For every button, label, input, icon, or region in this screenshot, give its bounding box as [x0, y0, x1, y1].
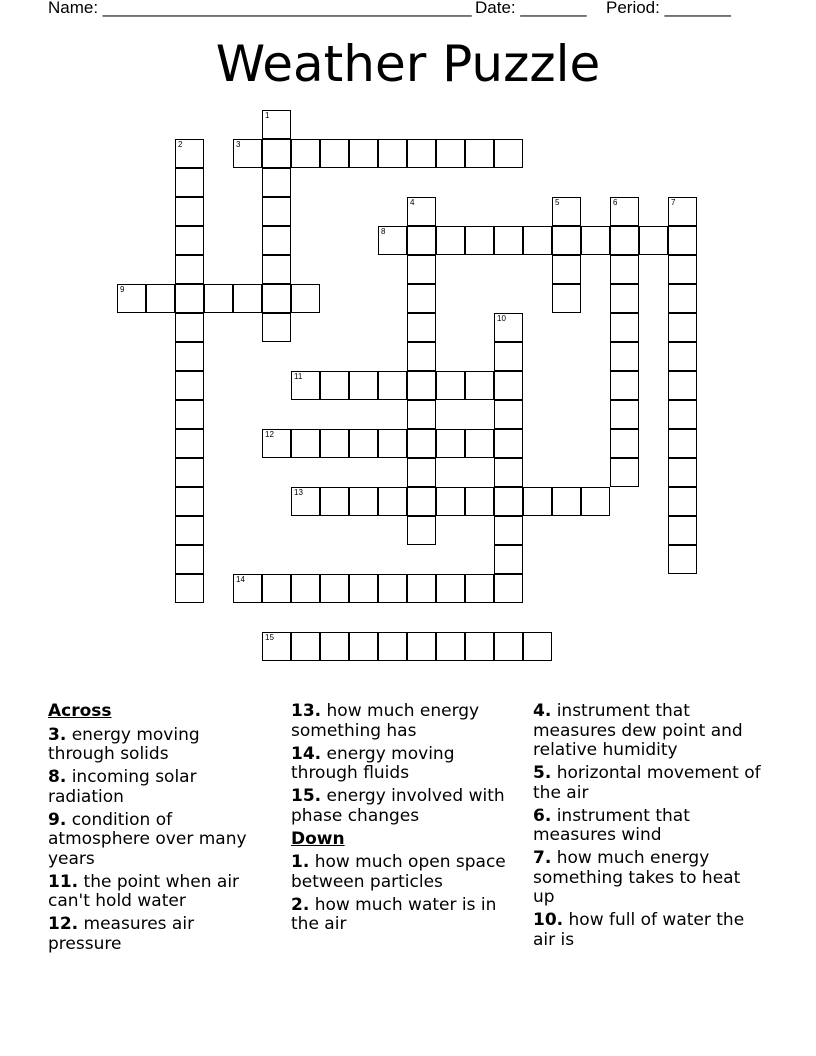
grid-cell[interactable]: [407, 429, 436, 458]
grid-cell[interactable]: [494, 139, 523, 168]
clue-down-4: 4. instrument that measures dew point and relative humidity: [533, 701, 743, 760]
clue-number: 4: [410, 198, 415, 207]
grid-cell[interactable]: [262, 284, 291, 313]
grid-cell[interactable]: [175, 545, 204, 574]
grid-cell[interactable]: [581, 226, 610, 255]
grid-cell[interactable]: [494, 487, 523, 516]
grid-cell[interactable]: [291, 139, 320, 168]
grid-cell[interactable]: [175, 429, 204, 458]
clue-down-7: 7. how much energy something takes to heat up: [533, 848, 741, 907]
grid-cell[interactable]: [494, 342, 523, 371]
grid-cell[interactable]: [175, 197, 204, 226]
clue-down-6: 6. instrument that measures wind: [533, 805, 690, 845]
grid-cell[interactable]: [465, 371, 494, 400]
grid-cell[interactable]: [407, 342, 436, 371]
grid-cell[interactable]: [523, 632, 552, 661]
grid-cell[interactable]: [146, 284, 175, 313]
grid-cell[interactable]: [175, 458, 204, 487]
clue-down-5: 5. horizontal movement of the air: [533, 763, 761, 803]
grid-cell[interactable]: [262, 168, 291, 197]
grid-cell[interactable]: [349, 487, 378, 516]
grid-cell[interactable]: [668, 284, 697, 313]
grid-cell[interactable]: [349, 574, 378, 603]
grid-cell[interactable]: [494, 429, 523, 458]
grid-cell[interactable]: [378, 139, 407, 168]
clue-number: 14: [236, 575, 245, 584]
clues-column-1: [48, 702, 270, 958]
grid-cell[interactable]: [552, 197, 581, 226]
grid-cell[interactable]: [610, 226, 639, 255]
grid-cell[interactable]: [291, 574, 320, 603]
grid-cell[interactable]: [175, 342, 204, 371]
grid-cell[interactable]: [494, 632, 523, 661]
grid-cell[interactable]: [320, 632, 349, 661]
page-title: Weather Puzzle: [215, 35, 601, 93]
grid-cell[interactable]: [262, 197, 291, 226]
grid-cell[interactable]: [291, 429, 320, 458]
grid-cell[interactable]: [291, 487, 320, 516]
grid-cell[interactable]: [494, 545, 523, 574]
grid-cell[interactable]: [465, 429, 494, 458]
grid-cell[interactable]: [175, 400, 204, 429]
grid-cell[interactable]: [610, 400, 639, 429]
grid-cell[interactable]: [494, 516, 523, 545]
grid-cell[interactable]: [610, 342, 639, 371]
grid-cell[interactable]: [407, 400, 436, 429]
grid-cell[interactable]: [378, 429, 407, 458]
grid-cell[interactable]: [175, 574, 204, 603]
grid-cell[interactable]: [494, 371, 523, 400]
across-heading: Across: [48, 701, 112, 721]
clue-down-2: 2. how much water is in the air: [291, 894, 497, 934]
grid-cell[interactable]: [233, 284, 262, 313]
grid-cell[interactable]: [175, 168, 204, 197]
grid-cell[interactable]: [668, 371, 697, 400]
clue-number: 15: [265, 633, 274, 642]
grid-cell[interactable]: [552, 226, 581, 255]
clue-number: 10: [497, 314, 506, 323]
grid-cell[interactable]: [465, 574, 494, 603]
grid-cell[interactable]: [262, 313, 291, 342]
grid-cell[interactable]: [378, 371, 407, 400]
grid-cell[interactable]: [378, 487, 407, 516]
grid-cell[interactable]: [175, 226, 204, 255]
grid-cell[interactable]: [465, 487, 494, 516]
down-heading: Down: [291, 828, 345, 849]
clue-across-8: 8. incoming solar radiation: [48, 767, 197, 807]
grid-cell[interactable]: [494, 226, 523, 255]
grid-cell[interactable]: [523, 487, 552, 516]
grid-cell[interactable]: [378, 632, 407, 661]
grid-cell[interactable]: [407, 284, 436, 313]
clue-across-11: 11. the point when air can't hold water: [48, 871, 240, 911]
grid-cell[interactable]: [610, 313, 639, 342]
grid-cell[interactable]: [407, 632, 436, 661]
clue-number: 5: [555, 198, 560, 207]
grid-cell[interactable]: [407, 139, 436, 168]
grid-cell[interactable]: [262, 429, 291, 458]
grid-cell[interactable]: [552, 284, 581, 313]
grid-cell[interactable]: [175, 139, 204, 168]
grid-cell[interactable]: [349, 632, 378, 661]
grid-cell[interactable]: [262, 226, 291, 255]
grid-cell[interactable]: [291, 284, 320, 313]
grid-cell[interactable]: [436, 139, 465, 168]
clue-number: 7: [671, 198, 676, 207]
grid-cell[interactable]: [291, 371, 320, 400]
grid-cell[interactable]: [233, 139, 262, 168]
grid-cell[interactable]: [494, 458, 523, 487]
grid-cell[interactable]: [639, 226, 668, 255]
grid-cell[interactable]: [552, 255, 581, 284]
period-field[interactable]: Period: _______: [606, 0, 731, 17]
grid-cell[interactable]: [668, 197, 697, 226]
grid-cell[interactable]: [175, 255, 204, 284]
grid-cell[interactable]: [494, 400, 523, 429]
grid-cell[interactable]: [117, 284, 146, 313]
grid-cell[interactable]: [610, 197, 639, 226]
grid-cell[interactable]: [320, 429, 349, 458]
clue-number: 13: [294, 488, 303, 497]
grid-cell[interactable]: [610, 371, 639, 400]
grid-cell[interactable]: [320, 574, 349, 603]
grid-cell[interactable]: [494, 574, 523, 603]
grid-cell[interactable]: [436, 574, 465, 603]
grid-cell[interactable]: [407, 313, 436, 342]
clue-across-14: 14. energy moving through fluids: [291, 743, 455, 783]
grid-cell[interactable]: [233, 574, 262, 603]
clue-across-9: 9. condition of atmosphere over many years: [48, 809, 247, 869]
grid-cell[interactable]: [175, 371, 204, 400]
grid-cell[interactable]: [175, 516, 204, 545]
grid-cell[interactable]: [668, 342, 697, 371]
grid-cell[interactable]: [523, 226, 552, 255]
clue-across-12: 12. measures air pressure: [48, 914, 195, 954]
grid-cell[interactable]: [465, 632, 494, 661]
clue-number: 6: [613, 198, 618, 207]
grid-cell[interactable]: [407, 574, 436, 603]
grid-cell[interactable]: [465, 139, 494, 168]
clue-across-3: 3. energy moving through solids: [48, 724, 200, 764]
grid-cell[interactable]: [262, 632, 291, 661]
grid-cell[interactable]: [668, 226, 697, 255]
clues-column-2: [291, 702, 519, 938]
grid-cell[interactable]: [436, 429, 465, 458]
clues-column-3: [533, 702, 761, 954]
grid-cell[interactable]: [175, 487, 204, 516]
grid-cell[interactable]: [436, 371, 465, 400]
grid-cell[interactable]: [349, 139, 378, 168]
grid-cell[interactable]: [407, 458, 436, 487]
grid-cell[interactable]: [436, 487, 465, 516]
clue-across-13: 13. how much energy something has: [291, 701, 480, 741]
grid-cell[interactable]: [668, 516, 697, 545]
grid-cell[interactable]: [349, 371, 378, 400]
grid-cell[interactable]: [407, 371, 436, 400]
grid-cell[interactable]: [291, 632, 320, 661]
clue-down-10: 10. how full of water the air is: [533, 910, 745, 950]
clue-number: 9: [120, 285, 125, 294]
grid-cell[interactable]: [668, 400, 697, 429]
clue-number: 3: [236, 140, 241, 149]
clue-down-1: 1. how much open space between particles: [291, 852, 506, 892]
grid-cell[interactable]: [378, 226, 407, 255]
grid-cell[interactable]: [494, 313, 523, 342]
clue-number: 11: [294, 372, 303, 381]
grid-cell[interactable]: [407, 255, 436, 284]
grid-cell[interactable]: [668, 458, 697, 487]
grid-cell[interactable]: [668, 487, 697, 516]
grid-cell[interactable]: [407, 197, 436, 226]
grid-cell[interactable]: [378, 574, 407, 603]
clue-number: 1: [265, 111, 270, 120]
grid-cell[interactable]: [175, 284, 204, 313]
grid-cell[interactable]: [407, 226, 436, 255]
clue-number: 8: [381, 227, 386, 236]
date-field[interactable]: Date: _______: [475, 0, 587, 17]
grid-cell[interactable]: [320, 139, 349, 168]
grid-cell[interactable]: [262, 110, 291, 139]
clue-across-15: 15. energy involved with phase changes: [291, 786, 505, 826]
grid-cell[interactable]: [581, 487, 610, 516]
grid-cell[interactable]: [204, 284, 233, 313]
grid-cell[interactable]: [320, 487, 349, 516]
grid-cell[interactable]: [436, 632, 465, 661]
grid-cell[interactable]: [407, 516, 436, 545]
grid-cell[interactable]: [465, 226, 494, 255]
grid-cell[interactable]: [610, 255, 639, 284]
grid-cell[interactable]: [436, 226, 465, 255]
grid-cell[interactable]: [320, 371, 349, 400]
grid-cell[interactable]: [610, 284, 639, 313]
grid-cell[interactable]: [349, 429, 378, 458]
clue-number: 2: [178, 140, 183, 149]
clue-number: 12: [265, 430, 274, 439]
grid-cell[interactable]: [407, 487, 436, 516]
grid-cell[interactable]: [262, 255, 291, 284]
grid-cell[interactable]: [262, 139, 291, 168]
name-field[interactable]: Name: _______________________________________: [48, 0, 472, 17]
grid-cell[interactable]: [668, 255, 697, 284]
grid-cell[interactable]: [175, 313, 204, 342]
grid-cell[interactable]: [668, 429, 697, 458]
grid-cell[interactable]: [610, 458, 639, 487]
grid-cell[interactable]: [668, 545, 697, 574]
grid-cell[interactable]: [552, 487, 581, 516]
grid-cell[interactable]: [610, 429, 639, 458]
grid-cell[interactable]: [262, 574, 291, 603]
grid-cell[interactable]: [668, 313, 697, 342]
